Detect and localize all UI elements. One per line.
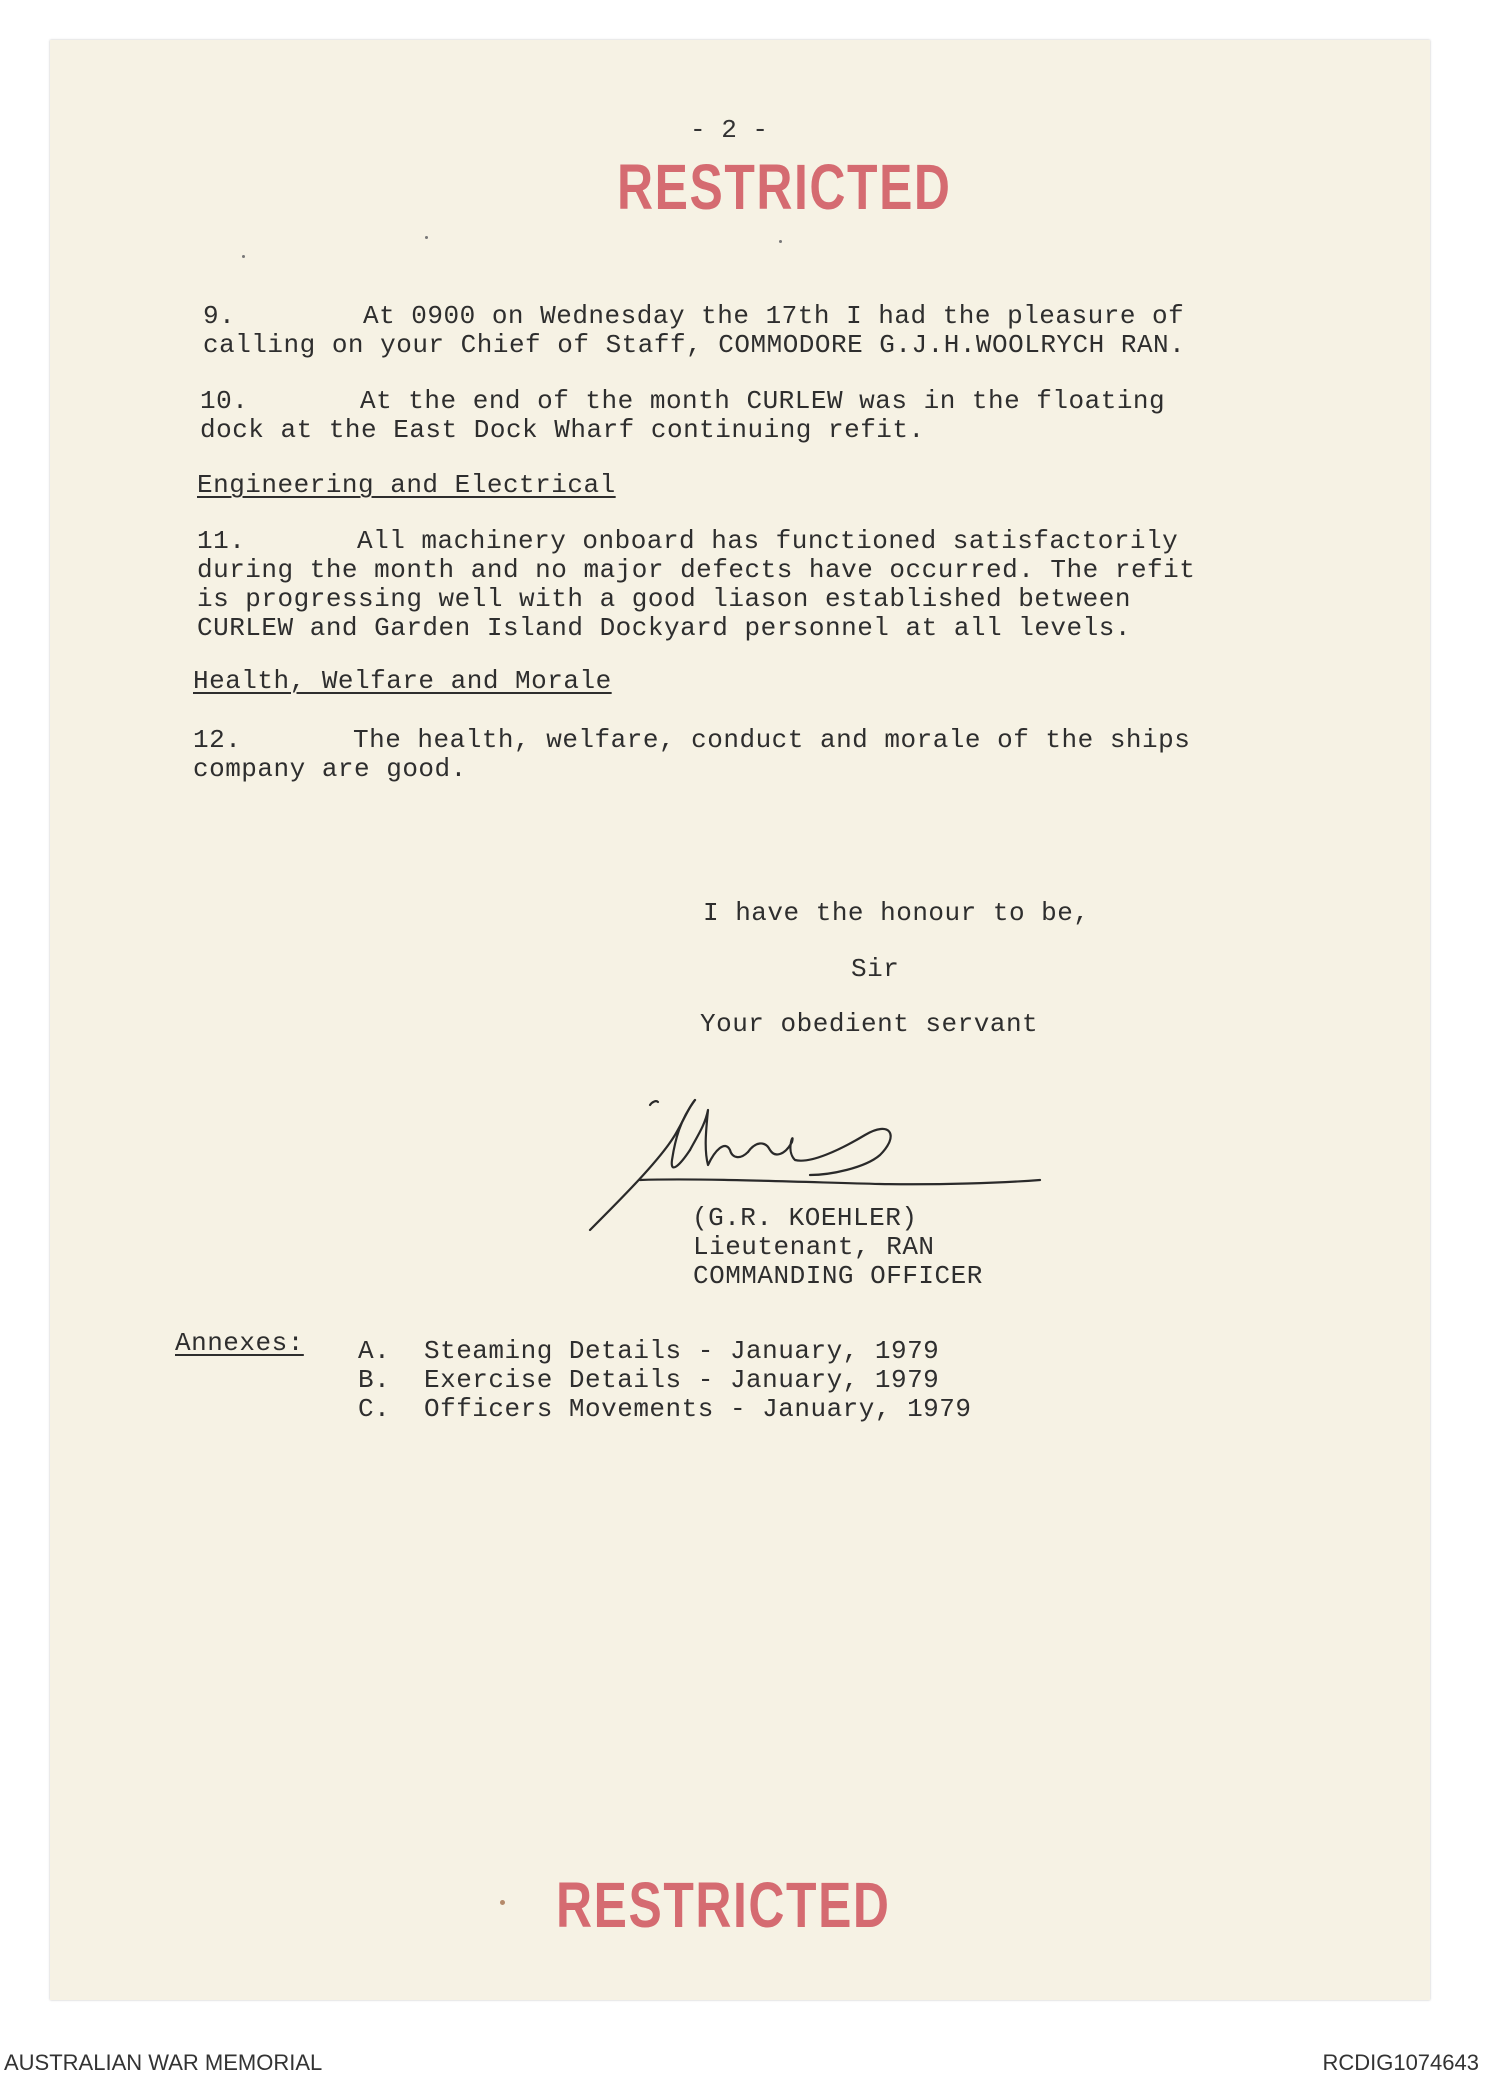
paper-speck xyxy=(500,1900,505,1905)
paragraph-10-line-2: dock at the East Dock Wharf continuing refit. xyxy=(200,415,925,445)
paper-speck xyxy=(425,236,428,239)
restricted-stamp-bottom-wrapper xyxy=(556,1868,985,1928)
signatory-rank: Lieutenant, RAN xyxy=(693,1232,935,1262)
restricted-stamp-top: RESTRICTED xyxy=(617,151,952,223)
annex-letter: A. xyxy=(358,1336,391,1366)
section-heading-health: Health, Welfare and Morale xyxy=(193,666,612,696)
paragraph-number: 12. xyxy=(193,725,242,755)
paper-speck xyxy=(242,255,245,258)
paragraph-11-line-1: 11. All machinery onboard has functioned satisfactorily xyxy=(197,526,1179,556)
annex-item-b: B. Exercise Details - January, 1979 xyxy=(358,1365,940,1395)
annex-letter: C. xyxy=(358,1394,391,1424)
paragraph-number: 9. xyxy=(203,301,236,331)
paragraph-12-line-1: 12. The health, welfare, conduct and morale of the ships xyxy=(193,725,1191,755)
paper-speck xyxy=(779,240,782,243)
annexes-label: Annexes: xyxy=(175,1328,304,1358)
section-heading-engineering: Engineering and Electrical xyxy=(197,470,616,500)
paragraph-11-line-2: during the month and no major defects have occurred. The refit xyxy=(197,555,1196,585)
closing-line-1: I have the honour to be, xyxy=(703,898,1090,928)
annex-item-a: A. Steaming Details - January, 1979 xyxy=(358,1336,940,1366)
paragraph-number: 11. xyxy=(197,526,246,556)
signatory-title: COMMANDING OFFICER xyxy=(693,1261,983,1291)
footer-record-id: RCDIG1074643 xyxy=(1322,2050,1479,2075)
page-number: - 2 - xyxy=(690,115,769,145)
annex-item-c: C. Officers Movements - January, 1979 xyxy=(358,1394,972,1424)
paragraph-12-line-2: company are good. xyxy=(193,754,467,784)
paragraph-11-line-3: is progressing well with a good liason established between xyxy=(197,584,1131,614)
annex-letter: B. xyxy=(358,1365,391,1395)
footer-institution: AUSTRALIAN WAR MEMORIAL xyxy=(4,2050,323,2075)
paragraph-11-line-4: CURLEW and Garden Island Dockyard personnel at all levels. xyxy=(197,613,1131,643)
closing-line-2: Sir xyxy=(851,954,900,984)
restricted-stamp-bottom: RESTRICTED xyxy=(556,1869,891,1928)
signatory-name: (G.R. KOEHLER) xyxy=(692,1203,918,1233)
paragraph-9-line-1: 9. At 0900 on Wednesday the 17th I had the pleasure of xyxy=(203,301,1185,331)
paragraph-10-line-1: 10. At the end of the month CURLEW was in the floating xyxy=(200,386,1166,416)
closing-line-3: Your obedient servant xyxy=(700,1009,1039,1039)
paragraph-9-line-2: calling on your Chief of Staff, COMMODORE G.J.H.WOOLRYCH RAN. xyxy=(203,330,1186,360)
paragraph-number: 10. xyxy=(200,386,249,416)
